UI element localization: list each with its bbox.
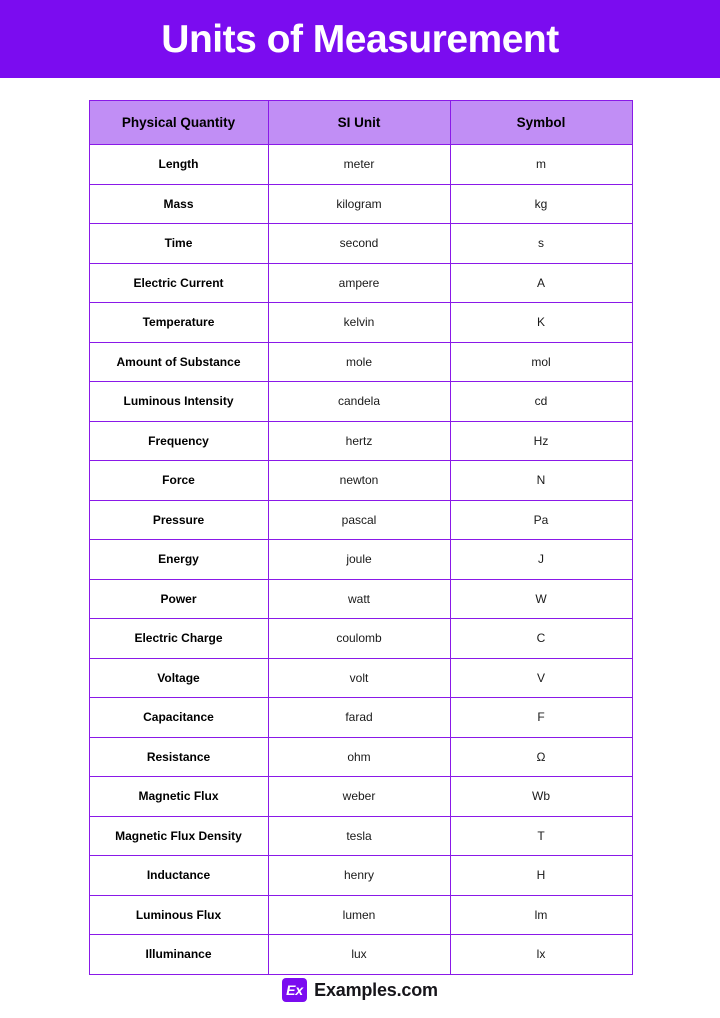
cell-physical-quantity: Energy <box>89 540 268 580</box>
table-body <box>89 145 632 975</box>
cell-physical-quantity: Time <box>89 224 268 264</box>
cell-symbol: K <box>450 303 632 343</box>
table-header-row <box>89 101 632 145</box>
cell-symbol: H <box>450 856 632 896</box>
table-row <box>89 342 632 382</box>
cell-physical-quantity: Pressure <box>89 500 268 540</box>
column-header-si-unit: SI Unit <box>268 101 450 145</box>
cell-si-unit: ampere <box>268 263 450 303</box>
cell-si-unit: lumen <box>268 895 450 935</box>
cell-physical-quantity: Luminous Flux <box>89 895 268 935</box>
cell-physical-quantity: Illuminance <box>89 935 268 975</box>
cell-si-unit: kelvin <box>268 303 450 343</box>
cell-physical-quantity: Voltage <box>89 658 268 698</box>
cell-symbol: F <box>450 698 632 738</box>
cell-physical-quantity: Electric Current <box>89 263 268 303</box>
cell-physical-quantity: Mass <box>89 184 268 224</box>
table-row <box>89 184 632 224</box>
cell-symbol: J <box>450 540 632 580</box>
cell-symbol: Hz <box>450 421 632 461</box>
units-table-container <box>89 100 632 975</box>
page-header <box>0 0 720 78</box>
table-row <box>89 145 632 185</box>
footer-branding <box>0 978 720 1002</box>
cell-si-unit: hertz <box>268 421 450 461</box>
cell-symbol: V <box>450 658 632 698</box>
column-header-symbol: Symbol <box>450 101 632 145</box>
cell-physical-quantity: Magnetic Flux <box>89 777 268 817</box>
cell-physical-quantity: Inductance <box>89 856 268 896</box>
table-row <box>89 895 632 935</box>
cell-symbol: W <box>450 579 632 619</box>
cell-si-unit: farad <box>268 698 450 738</box>
cell-physical-quantity: Electric Charge <box>89 619 268 659</box>
cell-si-unit: pascal <box>268 500 450 540</box>
cell-si-unit: newton <box>268 461 450 501</box>
cell-si-unit: weber <box>268 777 450 817</box>
units-table <box>89 100 633 975</box>
table-row <box>89 737 632 777</box>
cell-si-unit: coulomb <box>268 619 450 659</box>
cell-si-unit: henry <box>268 856 450 896</box>
cell-symbol: lx <box>450 935 632 975</box>
table-row <box>89 658 632 698</box>
table-row <box>89 382 632 422</box>
cell-physical-quantity: Luminous Intensity <box>89 382 268 422</box>
table-row <box>89 263 632 303</box>
cell-si-unit: joule <box>268 540 450 580</box>
cell-si-unit: second <box>268 224 450 264</box>
cell-si-unit: mole <box>268 342 450 382</box>
cell-physical-quantity: Resistance <box>89 737 268 777</box>
cell-symbol: C <box>450 619 632 659</box>
table-row <box>89 540 632 580</box>
column-header-physical-quantity: Physical Quantity <box>89 101 268 145</box>
cell-si-unit: tesla <box>268 816 450 856</box>
table-row <box>89 500 632 540</box>
cell-symbol: lm <box>450 895 632 935</box>
table-head <box>89 101 632 145</box>
cell-physical-quantity: Magnetic Flux Density <box>89 816 268 856</box>
cell-si-unit: volt <box>268 658 450 698</box>
cell-symbol: mol <box>450 342 632 382</box>
table-row <box>89 619 632 659</box>
cell-symbol: N <box>450 461 632 501</box>
cell-physical-quantity: Frequency <box>89 421 268 461</box>
cell-symbol: m <box>450 145 632 185</box>
table-row <box>89 935 632 975</box>
cell-si-unit: ohm <box>268 737 450 777</box>
cell-symbol: T <box>450 816 632 856</box>
cell-si-unit: kilogram <box>268 184 450 224</box>
cell-physical-quantity: Temperature <box>89 303 268 343</box>
table-row <box>89 816 632 856</box>
table-row <box>89 579 632 619</box>
cell-si-unit: candela <box>268 382 450 422</box>
cell-symbol: s <box>450 224 632 264</box>
table-row <box>89 421 632 461</box>
cell-physical-quantity: Force <box>89 461 268 501</box>
cell-symbol: Pa <box>450 500 632 540</box>
table-row <box>89 698 632 738</box>
table-row <box>89 303 632 343</box>
cell-symbol: cd <box>450 382 632 422</box>
cell-physical-quantity: Length <box>89 145 268 185</box>
examples-logo-icon: Ex <box>282 978 307 1002</box>
cell-symbol: A <box>450 263 632 303</box>
footer-brand-name: Examples.com <box>314 979 438 1000</box>
cell-si-unit: watt <box>268 579 450 619</box>
table-row <box>89 777 632 817</box>
cell-symbol: kg <box>450 184 632 224</box>
cell-symbol: Wb <box>450 777 632 817</box>
table-row <box>89 461 632 501</box>
table-row <box>89 224 632 264</box>
cell-physical-quantity: Capacitance <box>89 698 268 738</box>
cell-physical-quantity: Power <box>89 579 268 619</box>
cell-si-unit: lux <box>268 935 450 975</box>
cell-symbol: Ω <box>450 737 632 777</box>
cell-si-unit: meter <box>268 145 450 185</box>
page-title: Units of Measurement <box>161 17 559 61</box>
table-row <box>89 856 632 896</box>
cell-physical-quantity: Amount of Substance <box>89 342 268 382</box>
